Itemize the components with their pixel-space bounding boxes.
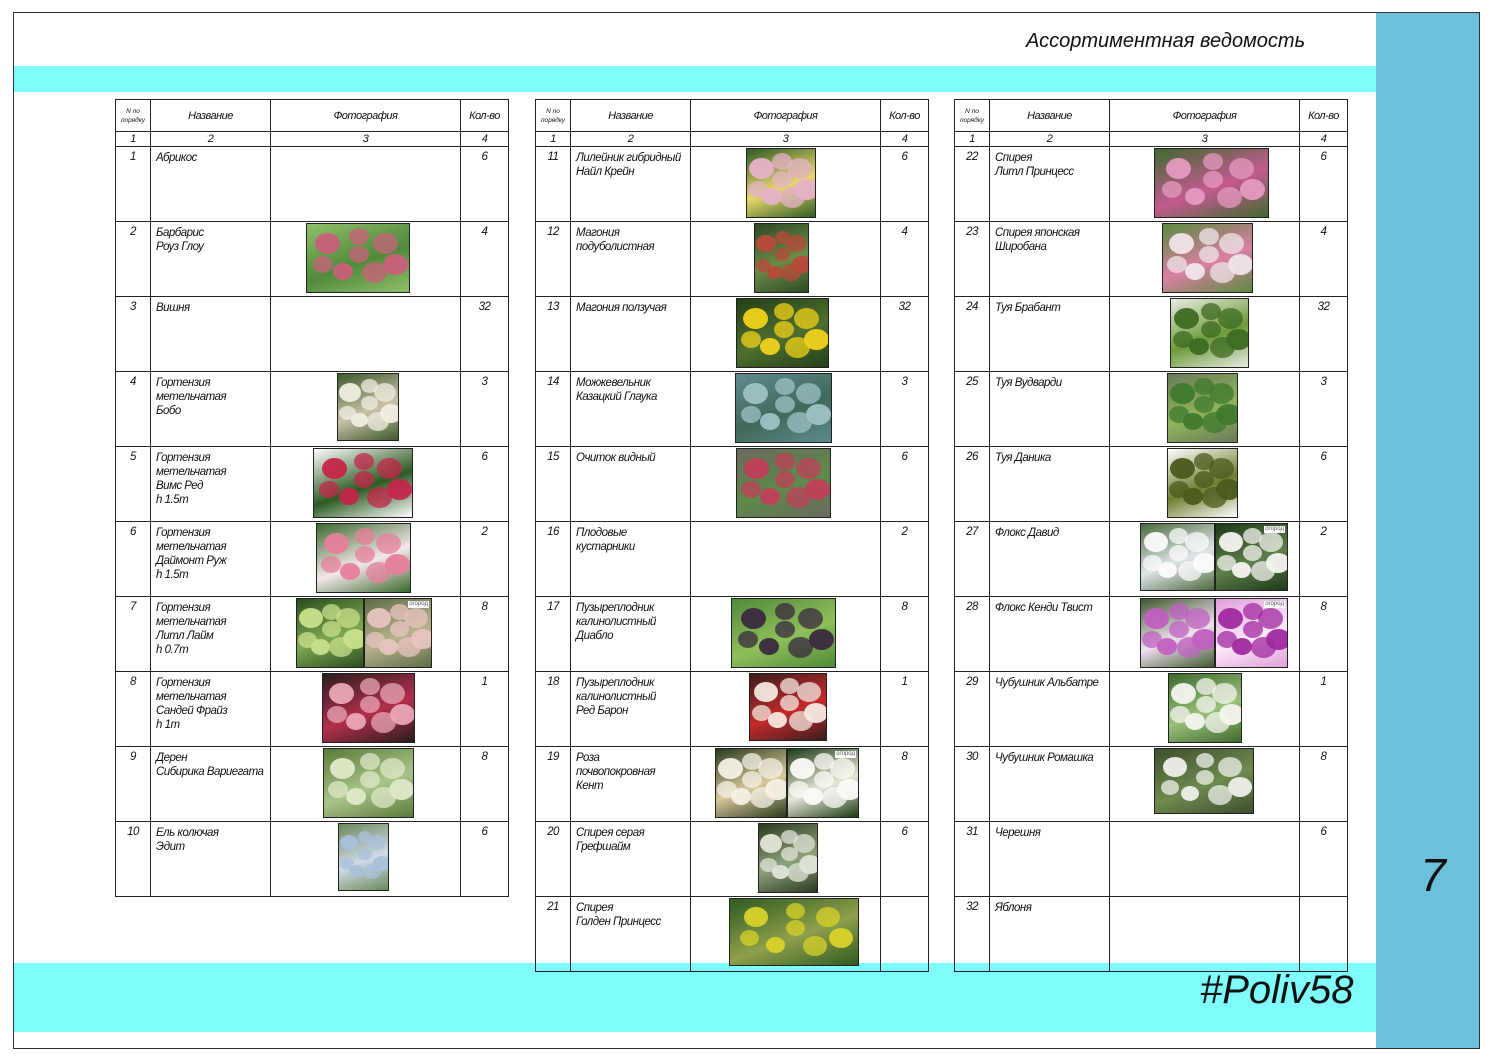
- row-number: 1: [116, 147, 151, 222]
- plant-photo-cell: [1110, 297, 1300, 372]
- plant-name: Дерен Сибирика Вариегата: [151, 747, 271, 822]
- plant-photo-cell: [691, 147, 881, 222]
- phlox-candy-twist-photo-2: [1215, 598, 1288, 668]
- table-row: [116, 747, 509, 822]
- quantity: 32: [461, 297, 509, 372]
- column-index: 1: [116, 132, 151, 147]
- rose-kent-photo-2: [787, 748, 859, 818]
- plant-name: Ель колючая Эдит: [151, 822, 271, 897]
- juniper-glauca-photo: [735, 373, 832, 443]
- row-number: 22: [955, 147, 990, 222]
- quantity: 3: [881, 372, 929, 447]
- column-index: 3: [691, 132, 881, 147]
- row-number: 17: [536, 597, 571, 672]
- thuja-woodwardii-photo: [1167, 373, 1238, 443]
- quantity: 6: [461, 822, 509, 897]
- header-num: N по порядку: [116, 100, 151, 132]
- plant-name: Очиток видный: [571, 447, 691, 522]
- plant-photo-cell: [691, 222, 881, 297]
- quantity: 8: [1300, 597, 1348, 672]
- plant-name: Чубушник Альбатре: [990, 672, 1110, 747]
- header-photo: Фотография: [1110, 100, 1300, 132]
- row-number: 2: [116, 222, 151, 297]
- header-photo: Фотография: [271, 100, 461, 132]
- quantity: 1: [1300, 672, 1348, 747]
- row-number: 10: [116, 822, 151, 897]
- hydrangea-diamant-rouge-photo: [316, 523, 411, 593]
- header-qty: Кол-во: [881, 100, 929, 132]
- plant-photo-cell: [691, 447, 881, 522]
- row-number: 11: [536, 147, 571, 222]
- table-row: [536, 597, 929, 672]
- row-number: 31: [955, 822, 990, 897]
- plant-photo-cell: [271, 297, 461, 372]
- quantity: 2: [881, 522, 929, 597]
- plant-photo-cell: [271, 522, 461, 597]
- row-number: 16: [536, 522, 571, 597]
- column-index: 2: [151, 132, 271, 147]
- quantity: 6: [881, 147, 929, 222]
- plant-photo-cell: [1110, 522, 1300, 597]
- physocarpus-red-baron-photo: [749, 673, 827, 741]
- quantity: 4: [461, 222, 509, 297]
- barberry-rose-glow-photo: [306, 223, 410, 293]
- rose-kent-photo-1: [715, 748, 787, 818]
- table-row: [955, 297, 1348, 372]
- row-number: 8: [116, 672, 151, 747]
- quantity: 8: [461, 747, 509, 822]
- quantity: [1300, 897, 1348, 972]
- plant-photo-cell: [271, 222, 461, 297]
- plant-name: Спирея серая Грефшайм: [571, 822, 691, 897]
- row-number: 24: [955, 297, 990, 372]
- header-photo: Фотография: [691, 100, 881, 132]
- quantity: 4: [1300, 222, 1348, 297]
- table-row: [955, 897, 1348, 972]
- table-row: [536, 147, 929, 222]
- plant-photo-cell: [271, 822, 461, 897]
- assortment-table-2: [535, 99, 929, 972]
- column-index: 3: [1110, 132, 1300, 147]
- row-number: 13: [536, 297, 571, 372]
- table-row: [116, 522, 509, 597]
- column-index: 3: [271, 132, 461, 147]
- quantity: 8: [461, 597, 509, 672]
- table-row: [955, 372, 1348, 447]
- column-index: 4: [461, 132, 509, 147]
- quantity: 6: [1300, 822, 1348, 897]
- plant-photo-cell: [271, 672, 461, 747]
- dogwood-sibirica-variegata-photo: [323, 748, 414, 818]
- quantity: 6: [1300, 447, 1348, 522]
- column-index: 4: [1300, 132, 1348, 147]
- photo-watermark: огород: [836, 751, 855, 757]
- column-index: 2: [990, 132, 1110, 147]
- plant-name: Лилейник гибридный Найл Крейн: [571, 147, 691, 222]
- table-row: [116, 447, 509, 522]
- row-number: 27: [955, 522, 990, 597]
- quantity: 6: [461, 447, 509, 522]
- plant-name: Плодовые кустарники: [571, 522, 691, 597]
- plant-name: Гортензия метельчатая Литл Лайм h 0.7m: [151, 597, 271, 672]
- table-row: [536, 372, 929, 447]
- row-number: 29: [955, 672, 990, 747]
- photo-watermark: огород: [409, 601, 428, 607]
- table-row: [955, 822, 1348, 897]
- plant-name: Гортензия метельчатая Бобо: [151, 372, 271, 447]
- quantity: 6: [881, 447, 929, 522]
- plant-name: Гортензия метельчатая Сандей Фрайз h 1m: [151, 672, 271, 747]
- row-number: 26: [955, 447, 990, 522]
- plant-name: Флокс Давид: [990, 522, 1110, 597]
- plant-name: Барбарис Роуз Глоу: [151, 222, 271, 297]
- plant-name: Черешня: [990, 822, 1110, 897]
- phlox-david-photo-1: [1140, 523, 1215, 591]
- philadelphus-albatre-photo: [1168, 673, 1242, 743]
- plant-name: Туя Вудварди: [990, 372, 1110, 447]
- plant-photo-cell: [691, 747, 881, 822]
- row-number: 28: [955, 597, 990, 672]
- plant-name: Магония подуболистная: [571, 222, 691, 297]
- table-row: [536, 222, 929, 297]
- plant-name: Пузыреплодник калинолистный Диабло: [571, 597, 691, 672]
- plant-photo-cell: [691, 897, 881, 972]
- quantity: 6: [461, 147, 509, 222]
- quantity: 2: [461, 522, 509, 597]
- quantity: 6: [1300, 147, 1348, 222]
- row-number: 20: [536, 822, 571, 897]
- plant-name: Пузыреплодник калинолистный Ред Барон: [571, 672, 691, 747]
- column-index: 2: [571, 132, 691, 147]
- quantity: 3: [461, 372, 509, 447]
- table-row: [116, 822, 509, 897]
- plant-photo-cell: [691, 672, 881, 747]
- row-number: 12: [536, 222, 571, 297]
- hashtag: #Poliv58: [1200, 968, 1354, 1012]
- plant-photo-cell: [271, 747, 461, 822]
- plant-name: Магония ползучая: [571, 297, 691, 372]
- plant-photo-cell: [1110, 597, 1300, 672]
- row-number: 32: [955, 897, 990, 972]
- mahonia-aquifolium-photo: [754, 223, 809, 293]
- quantity: 2: [1300, 522, 1348, 597]
- table-row: [116, 147, 509, 222]
- row-number: 7: [116, 597, 151, 672]
- plant-photo-cell: [691, 372, 881, 447]
- photo-watermark: огород: [1265, 526, 1284, 532]
- plant-photo-cell: [271, 147, 461, 222]
- spiraea-little-princess-photo: [1154, 148, 1269, 218]
- plant-photo-cell: [691, 597, 881, 672]
- hydrangea-little-lime-photo-2: [364, 598, 432, 668]
- header-num: N по порядку: [955, 100, 990, 132]
- quantity: 32: [1300, 297, 1348, 372]
- plant-name: Можжевельник Казацкий Глаука: [571, 372, 691, 447]
- table-row: [955, 447, 1348, 522]
- plant-photo-cell: [1110, 222, 1300, 297]
- row-number: 6: [116, 522, 151, 597]
- plant-photo-cell: [1110, 747, 1300, 822]
- row-number: 9: [116, 747, 151, 822]
- plant-photo-cell: [271, 372, 461, 447]
- quantity: 1: [881, 672, 929, 747]
- table-row: [116, 597, 509, 672]
- table-row: [955, 147, 1348, 222]
- hydrangea-little-lime-photo-1: [296, 598, 364, 668]
- bottom-band: [14, 963, 1376, 1032]
- plant-name: Абрикос: [151, 147, 271, 222]
- row-number: 21: [536, 897, 571, 972]
- plant-photo-cell: [1110, 372, 1300, 447]
- plant-photo-cell: [691, 822, 881, 897]
- thuja-brabant-photo: [1170, 298, 1249, 368]
- table-row: [536, 672, 929, 747]
- row-number: 19: [536, 747, 571, 822]
- column-index: 4: [881, 132, 929, 147]
- table-row: [116, 222, 509, 297]
- table-row: [955, 222, 1348, 297]
- plant-name: Яблоня: [990, 897, 1110, 972]
- quantity: 8: [1300, 747, 1348, 822]
- plant-photo-cell: [1110, 447, 1300, 522]
- table-row: [536, 522, 929, 597]
- daylily-nile-crane-photo: [746, 148, 816, 218]
- quantity: 32: [881, 297, 929, 372]
- spiraea-shirobana-photo: [1162, 223, 1253, 293]
- mahonia-repens-photo: [736, 298, 829, 368]
- phlox-candy-twist-photo-1: [1140, 598, 1215, 668]
- quantity: 1: [461, 672, 509, 747]
- page-number: 7: [1420, 849, 1446, 901]
- plant-name: Спирея японская Широбана: [990, 222, 1110, 297]
- header-qty: Кол-во: [1300, 100, 1348, 132]
- spruce-edith-photo: [338, 823, 389, 891]
- row-number: 14: [536, 372, 571, 447]
- table-row: [536, 897, 929, 972]
- table-row: [955, 522, 1348, 597]
- row-number: 4: [116, 372, 151, 447]
- row-number: 25: [955, 372, 990, 447]
- plant-name: Туя Даника: [990, 447, 1110, 522]
- table-row: [955, 672, 1348, 747]
- row-number: 30: [955, 747, 990, 822]
- plant-photo-cell: [1110, 822, 1300, 897]
- plant-photo-cell: [1110, 147, 1300, 222]
- table-row: [116, 672, 509, 747]
- table-row: [116, 372, 509, 447]
- header-name: Название: [571, 100, 691, 132]
- top-band: [14, 66, 1376, 92]
- table-row: [536, 297, 929, 372]
- hydrangea-sundae-fraise-photo: [322, 673, 415, 743]
- quantity: 8: [881, 747, 929, 822]
- hydrangea-bobo-photo: [337, 373, 399, 441]
- plant-name: Гортензия метельчатая Вимс Ред h 1.5m: [151, 447, 271, 522]
- philadelphus-romashka-photo: [1154, 748, 1254, 814]
- quantity: 4: [881, 222, 929, 297]
- plant-photo-cell: [271, 597, 461, 672]
- hydrangea-vims-red-photo: [313, 448, 413, 518]
- plant-name: Туя Брабант: [990, 297, 1110, 372]
- table-row: [536, 747, 929, 822]
- plant-name: Флокс Кенди Твист: [990, 597, 1110, 672]
- plant-photo-cell: [691, 297, 881, 372]
- header-name: Название: [151, 100, 271, 132]
- table-row: [955, 747, 1348, 822]
- plant-photo-cell: [1110, 672, 1300, 747]
- phlox-david-photo-2: [1215, 523, 1288, 591]
- quantity: 3: [1300, 372, 1348, 447]
- assortment-table-3: [954, 99, 1348, 972]
- column-index: 1: [955, 132, 990, 147]
- row-number: 15: [536, 447, 571, 522]
- header-name: Название: [990, 100, 1110, 132]
- row-number: 23: [955, 222, 990, 297]
- spiraea-golden-princess-photo: [729, 898, 859, 966]
- quantity: 8: [881, 597, 929, 672]
- table-row: [116, 297, 509, 372]
- plant-name: Вишня: [151, 297, 271, 372]
- plant-name: Роза почвопокровная Кент: [571, 747, 691, 822]
- plant-photo-cell: [271, 447, 461, 522]
- plant-name: Спирея Литл Принцесс: [990, 147, 1110, 222]
- document-title: Ассортиментная ведомость: [1026, 30, 1306, 52]
- thuja-danica-photo: [1167, 448, 1238, 518]
- table-row: [955, 597, 1348, 672]
- quantity: 6: [881, 822, 929, 897]
- plant-name: Гортензия метельчатая Даймонт Руж h 1.5m: [151, 522, 271, 597]
- row-number: 3: [116, 297, 151, 372]
- quantity: [881, 897, 929, 972]
- row-number: 5: [116, 447, 151, 522]
- physocarpus-diablo-photo: [731, 598, 836, 668]
- table-row: [536, 447, 929, 522]
- plant-photo-cell: [1110, 897, 1300, 972]
- table-row: [536, 822, 929, 897]
- header-num: N по порядку: [536, 100, 571, 132]
- plant-name: Чубушник Ромашка: [990, 747, 1110, 822]
- spiraea-grefsheim-photo: [758, 823, 818, 893]
- row-number: 18: [536, 672, 571, 747]
- column-index: 1: [536, 132, 571, 147]
- header-qty: Кол-во: [461, 100, 509, 132]
- photo-watermark: огород: [1265, 601, 1284, 607]
- assortment-table-1: [115, 99, 509, 897]
- sedum-photo: [736, 448, 831, 518]
- plant-photo-cell: [691, 522, 881, 597]
- plant-name: Спирея Голден Принцесс: [571, 897, 691, 972]
